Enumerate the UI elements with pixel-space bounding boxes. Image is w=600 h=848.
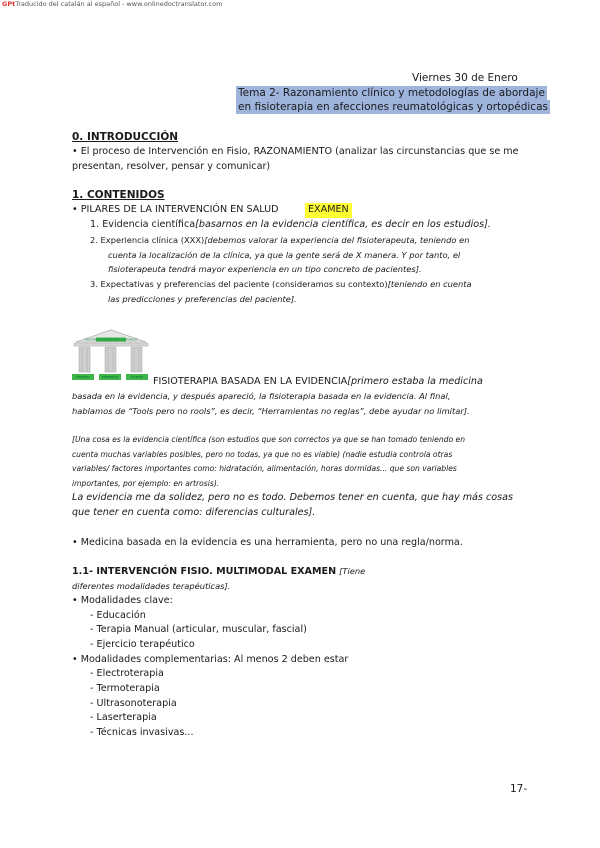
pillar-item-2-line-2: cuenta la localización de la clínica, ya que la gente será de X manera. Y por tanto, el xyxy=(108,250,461,260)
pillar-item-2 xyxy=(90,233,470,248)
section-1-1-heading-line xyxy=(72,564,365,580)
fbe-line-3: hablamos de “Tools pero no rools”, es decir, “Herramientas no reglas”, debe ayudar no limitar]. xyxy=(72,406,470,416)
pillar-item-1 xyxy=(90,218,491,233)
section-1-1-note-start: [Tiene xyxy=(339,566,366,576)
pillars-label: • PILARES DE LA INTERVENCIÓN EN SALUD xyxy=(72,204,279,215)
pillar-item-2-title: 2. Experiencia clínica (XXX) xyxy=(90,235,205,245)
pillar-item-3-note: [teniendo en cuenta xyxy=(387,279,472,289)
pillar-item-2-line-3: fisioterapeuta tendrá mayor experiencia en un tipo concreto de pacientes]. xyxy=(108,264,422,274)
pillar-right xyxy=(131,347,142,372)
document-title-line-2: en fisioterapia en afecciones reumatológicas y ortopédicas xyxy=(238,101,548,113)
section-1-1-note-end: diferentes modalidades terapéuticas]. xyxy=(72,581,231,591)
fbe-line-2: basada en la evidencia, y después apareció, la fisioterapia basada en la evidencia. Al final, xyxy=(72,391,451,401)
key-modalities-label: • Modalidades clave: xyxy=(72,595,173,606)
section-0-heading: 0. INTRODUCCIÓN xyxy=(72,131,179,143)
pillar-item-3 xyxy=(90,277,472,292)
pillar-left xyxy=(79,347,90,372)
complementary-modality-item: - Ultrasonoterapia xyxy=(90,698,177,709)
banner-logo: GPt xyxy=(2,0,16,8)
fbe-label: FISIOTERAPIA BASADA EN LA EVIDENCIA xyxy=(153,376,348,387)
note-line-6: que tener en cuenta como: diferencias culturales]. xyxy=(72,507,316,518)
note-line-2: cuenta muchas variables posibles, pero no todas, ya que no es viable) (nadie estudia controla otras xyxy=(72,450,453,459)
intro-line-1: • El proceso de Intervención en Fisio, RAZONAMIENTO (analizar las circunstancias que se me xyxy=(72,146,519,157)
complementary-modality-item: - Electroterapia xyxy=(90,668,164,679)
pillar-center-label: EXPERIENCIA xyxy=(101,376,119,380)
complementary-modality-item: - Técnicas invasivas... xyxy=(90,727,194,738)
note-line-5: La evidencia me da solidez, pero no es todo. Debemos tener en cuenta, que hay más cosas xyxy=(72,492,513,503)
document-title-line-1: Tema 2- Razonamiento clínico y metodologías de abordaje xyxy=(238,87,545,99)
document-date: Viernes 30 de Enero xyxy=(412,72,518,84)
key-modality-item: - Educación xyxy=(90,610,146,621)
complementary-modality-item: - Laserterapia xyxy=(90,712,157,723)
pillar-item-1-title: 1. Evidencia científica xyxy=(90,219,196,230)
note-line-4: importantes, por ejemplo: en artrosis). xyxy=(72,479,220,488)
translator-banner xyxy=(2,0,222,8)
pillar-item-3-title: 3. Expectativas y preferencias del paciente (consideramos su contexto) xyxy=(90,279,388,289)
pillar-right-label: PACIENTE xyxy=(130,376,144,380)
intro-line-2: presentan, resolver, pensar y comunicar) xyxy=(72,161,271,172)
pillar-item-1-note: [basarnos en la evidencia científica, es decir en los estudios]. xyxy=(195,219,491,230)
key-modality-item: - Ejercicio terapéutico xyxy=(90,639,195,650)
pillar-item-3-line-2: las predicciones y preferencias del paciente]. xyxy=(108,294,297,304)
temple-roof-label: FISIOTERAPIA BASADA EN LA EVIDENCIA xyxy=(84,338,138,342)
section-1-heading: 1. CONTENIDOS xyxy=(72,189,165,201)
page-number: 17- xyxy=(510,783,528,795)
exam-tag: EXAMEN xyxy=(305,203,352,218)
complementary-modality-item: - Termoterapia xyxy=(90,683,160,694)
pillar-center xyxy=(105,347,116,372)
key-modality-item: - Terapia Manual (articular, muscular, fascial) xyxy=(90,624,307,635)
fbe-line-1 xyxy=(153,375,483,390)
pillar-left-label: EVIDENCIA xyxy=(76,376,90,380)
note-line-3: variables/ factores importantes como: hidratación, alimentación, horas dormidas... que son variables xyxy=(72,464,457,473)
evidence-pillars-figure xyxy=(70,326,152,384)
banner-text: Traducido del catalán al español - www.onlinedoctranslator.com xyxy=(15,0,223,8)
temple-architrave xyxy=(74,343,148,346)
pillar-item-2-note: [debemos valorar la experiencia del fisioterapeuta, teniendo en xyxy=(204,235,470,245)
note-line-1: [Una cosa es la evidencia científica (son estudios que son correctos ya que se han tomado teniendo en xyxy=(72,435,466,444)
section-1-1-heading: 1.1- INTERVENCIÓN FISIO. MULTIMODAL EXAMEN xyxy=(72,566,337,577)
medicina-bullet: • Medicina basada en la evidencia es una herramienta, pero no una regla/norma. xyxy=(72,537,463,548)
fbe-note-start: [primero estaba la medicina xyxy=(347,376,483,387)
complementary-modalities-label: • Modalidades complementarias: Al menos 2 deben estar xyxy=(72,654,349,665)
